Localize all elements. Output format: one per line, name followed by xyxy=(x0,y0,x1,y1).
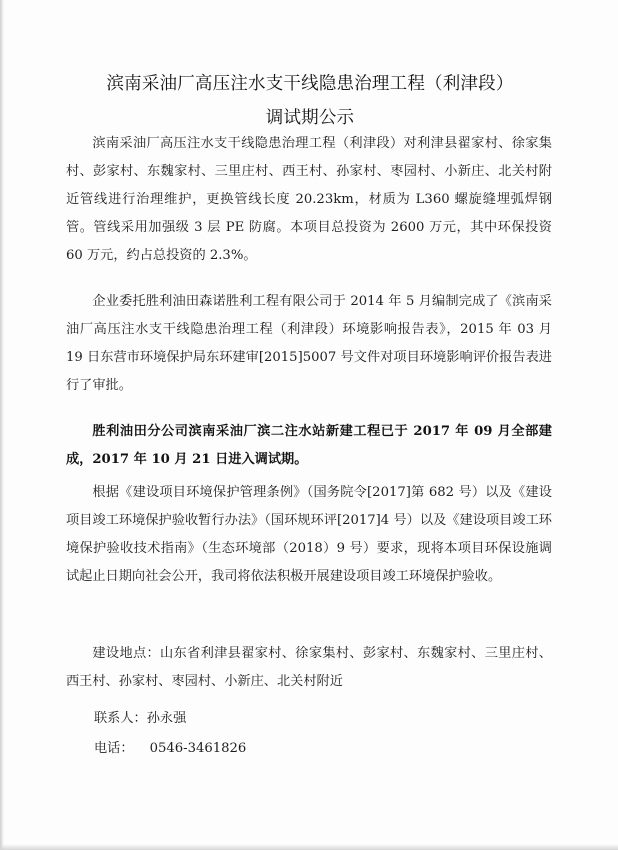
paragraph-eia-approval: 企业委托胜利油田森诺胜利工程有限公司于 2014 年 5 月编制完成了《滨南采油厂高压注水支干线隐患治理工程（利津段）环境影响报告表》，2015 年 03 月 19 日东营市环境保护局东环建审[2015]5007 号文件对项目环境影响评价报告表进行了审批。 xyxy=(66,294,552,393)
paragraph-project-overview: 滨南采油厂高压注水支干线隐患治理工程（利津段）对利津县翟家村、徐家集村、彭家村、东魏家村、三里庄村、西王村、孙家村、枣园村、小新庄、北关村附近管线进行治理维护，更换管线长度 20.23km，材质为 L360 螺旋缝埋弧焊钢管。管线采用加强级 3 层 PE 防腐。本项目总投资为 2600 万元，其中环保投资 60 万元，约占总投资的 2.3%。 xyxy=(66,136,552,263)
scan-bottom-edge xyxy=(0,844,618,850)
contact-phone xyxy=(94,737,246,756)
paragraph-regulatory-basis: 根据《建设项目环境保护管理条例》（国务院令[2017]第 682 号）以及《建设项目竣工环境保护验收暂行办法》（国环规环评[2017]4 号）以及《建设项目竣工环境保护验收技术指南》（生态环境部（2018）9 号）要求，现将本项目环保设施调试起止日期向社会公开，我司将依法积极开展建设项目竣工环境保护验收。 xyxy=(66,485,552,584)
scan-shadow-edge xyxy=(0,0,4,850)
paragraph-completion-date: 胜利油田分公司滨南采油厂滨二注水站新建工程已于 2017 年 09 月全部建成，2017 年 10 月 21 日进入调试期。 xyxy=(66,424,552,467)
paragraph-construction-site: 建设地点：山东省利津县翟家村、徐家集村、彭家村、东魏家村、三里庄村、西王村、孙家村、枣园村、小新庄、北关村附近 xyxy=(66,646,552,689)
document-subtitle: 调试期公示 xyxy=(265,108,355,128)
contact-person: 联系人：孙永强 xyxy=(94,711,187,726)
document-title: 滨南采油厂高压注水支干线隐患治理工程（利津段） xyxy=(106,74,514,94)
phone-number: 0546-3461826 xyxy=(149,741,247,756)
phone-label: 电话： xyxy=(94,741,134,756)
